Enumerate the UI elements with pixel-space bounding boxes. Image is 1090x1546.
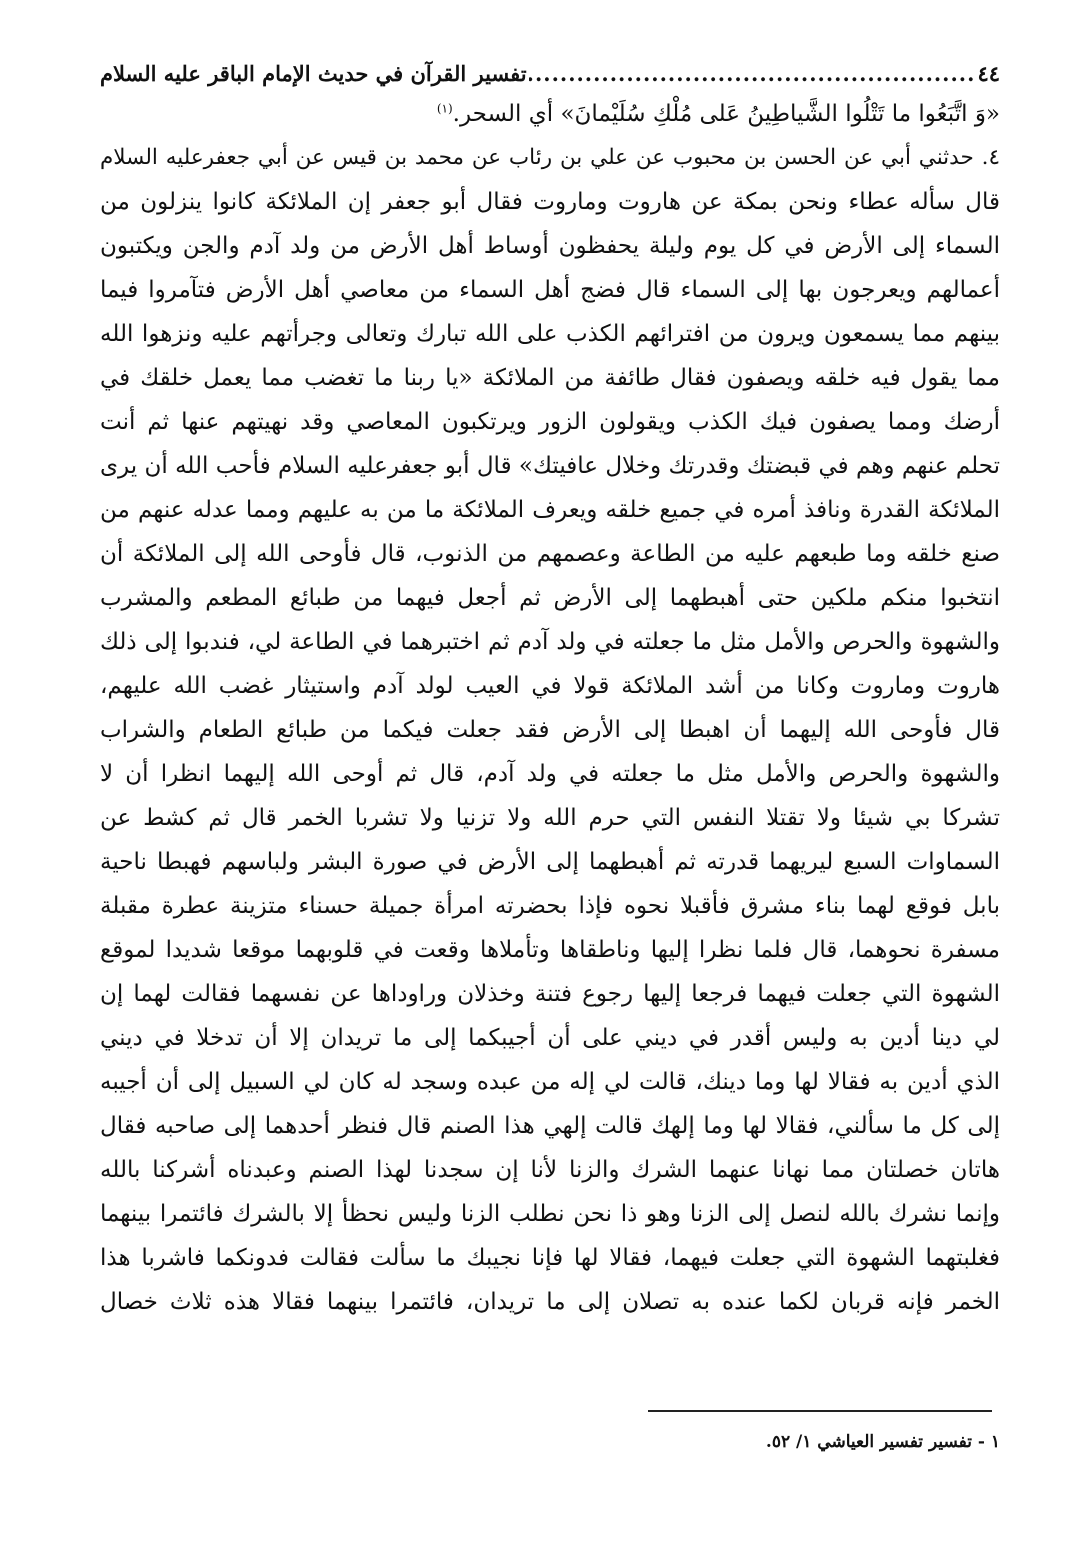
text-line: الذي أدين به فقالا لها وما دينك، قالت لي إله من عبده وسجد له كان لي السبيل إلى أن أجيبه xyxy=(100,1069,1000,1095)
text-line: بينهم مما يسمعون ويرون من افترائهم الكذب على الله تبارك وتعالى وجرأتهم عليه ونزهوا الله xyxy=(100,321,1000,347)
text-line: الخمر فإنه قربان لكما عنده به تصلان إلى ما تريدان، فائتمرا بينهما فقالا هذه ثلاث خصال xyxy=(100,1289,1000,1315)
page-number: ٤٤ xyxy=(977,61,1000,86)
text-line: ٤. حدثني أبي عن الحسن بن محبوب عن علي بن رئاب عن محمد بن قيس عن أبي جعفرعليه السلام xyxy=(100,145,1000,170)
text-line: والشهوة والحرص والأمل مثل ما جعلته في ولد آدم ثم اختبرهما في الطاعة لي، فندبوا إلى ذلك xyxy=(100,629,1000,655)
running-header xyxy=(100,50,1000,86)
text-line: إلى كل ما سألني، فقالا لها وما إلهك قالت إلهي هذا الصنم قال فنظر أحدهما إلى صاحبه فقال xyxy=(100,1113,1000,1139)
footnote-separator xyxy=(648,1410,992,1412)
text-line: أرضك ومما يصفون فيك الكذب ويقولون الزور ويرتكبون المعاصي وقد نهيتهم عنها ثم أنت xyxy=(100,409,1000,435)
text-line: أعمالهم ويعرجون بها إلى السماء قال فضج أهل السماء من معاصي أهل الأرض فتآمروا فيما xyxy=(100,277,1000,303)
text-line xyxy=(100,1324,1000,1368)
text-line: بابل فوقع لهما بناء مشرق فأقبلا نحوه فإذا بحضرته امرأة جميلة حسناء متزينة عطرة مقبلة xyxy=(100,893,1000,919)
page-body xyxy=(100,92,1000,1368)
footnote-marker: (١) xyxy=(436,101,453,116)
text-line: فغلبتهما الشهوة التي جعلت فيهما، فقالا لها فإنا نجيبك ما سألت فقالت فدونكما فاشربا هذا xyxy=(100,1245,1000,1271)
text-line: والشهوة والحرص والأمل مثل ما جعلته في ولد آدم، قال ثم أوحى الله إليهما انظرا أن لا xyxy=(100,761,1000,787)
text-line: وإنما نشرك بالله لنصل إلى الزنا وهو ذا نحن نطلب الزنا وليس نحظأ إلا بالشرك فائتمرا بينهما xyxy=(100,1201,1000,1227)
running-title: تفسير القرآن في حديث الإمام الباقر عليه السلام xyxy=(100,61,527,86)
text-line: مما يقول فيه خلقه ويصفون فقال طائفة من الملائكة «يا ربنا ما تغضب مما يعمل خلقك في xyxy=(100,365,1000,391)
text-line: الشهوة التي جعلت فيهما فرجعا إليها رجوع فتنة وخذلان وراوداها عن نفسهما فقالت لهما إن xyxy=(100,981,1000,1007)
text-line: السماوات السبع ليريهما قدرته ثم أهبطهما إلى الأرض في صورة البشر ولباسهم فهبطا ناحية xyxy=(100,849,1000,875)
text-line: مسفرة نحوهما، قال فلما نظرا إليها وناطقاها وتأملاها وقعت في قلوبهما موقعا شديدا لموقع xyxy=(100,937,1000,963)
footnote: ١ - تفسير تفسير العياشي ١/ ٥٢. xyxy=(765,1432,1000,1452)
text-line: صنع خلقه وما طبعهم عليه من الطاعة وعصمهم من الذنوب، قال فأوحى الله إلى الملائكة أن xyxy=(100,541,1000,567)
text-line: هاروت وماروت وكانا من أشد الملائكة قولا في العيب لولد آدم واستيثار غضب الله عليهم، xyxy=(100,673,1000,699)
text-line: انتخبوا منكم ملكين حتى أهبطهما إلى الأرض ثم أجعل فيهما من طبائع المطعم والمشرب xyxy=(100,585,1000,611)
text-line: الملائكة القدرة ونافذ أمره في جميع خلقه ويعرف الملائكة ما من به عليهم ومما عدله عنهم من xyxy=(100,497,1000,523)
verse-text: «وَ اتَّبَعُوا ما تَتْلُوا الشَّياطِينُ عَلى مُلْكِ سُلَيْمانَ» أي السحر. xyxy=(452,101,1000,127)
leader-dots xyxy=(529,61,976,86)
text-line: قال فأوحى الله إليهما أن اهبطا إلى الأرض فقد جعلت فيكما من طبائع الطعام والشراب xyxy=(100,717,1000,743)
text-line: قال سأله عطاء ونحن بمكة عن هاروت وماروت فقال أبو جعفر إن الملائكة كانوا ينزلون من xyxy=(100,189,1000,215)
text-line: لي دينا أدين به وليس أقدر في ديني على أن أجيبكما إلى ما تريدان إلا أن تدخلا في ديني xyxy=(100,1025,1000,1051)
text-line: تحلم عنهم وهم في قبضتك وقدرتك وخلال عافيتك» قال أبو جعفرعليه السلام فأحب الله أن يرى xyxy=(100,453,1000,479)
text-line: تشركا بي شيئا ولا تقتلا النفس التي حرم الله ولا تزنيا ولا تشربا الخمر قال ثم كشط عن xyxy=(100,805,1000,831)
text-line: هاتان خصلتان مما نهانا عنهما الشرك والزنا لأنا إن سجدنا لهذا الصنم وعبدناه أشركنا بالله xyxy=(100,1157,1000,1183)
quran-verse-line xyxy=(100,92,1000,136)
text-line: السماء إلى الأرض في كل يوم وليلة يحفظون أوساط أهل الأرض من ولد آدم والجن ويكتبون xyxy=(100,233,1000,259)
